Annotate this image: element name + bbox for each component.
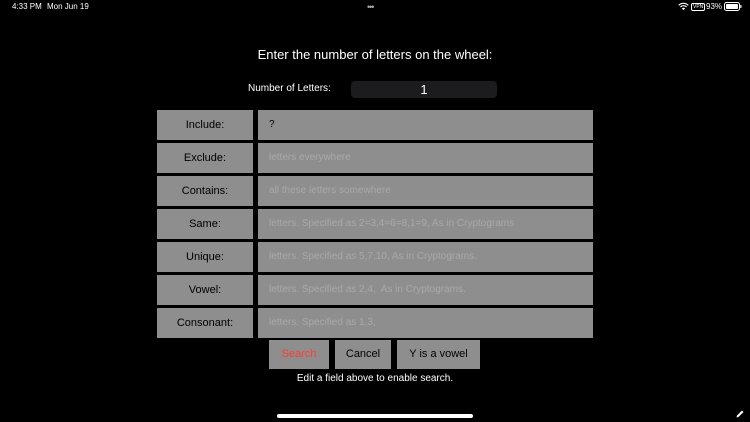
vowel-placeholder: letters. Specified as 2,4, As in Cryptograms. bbox=[269, 284, 466, 295]
exclude-input[interactable] bbox=[258, 143, 593, 173]
number-of-letters-label: Number of Letters: bbox=[248, 83, 331, 94]
exclude-label: Exclude: bbox=[157, 143, 253, 173]
unique-label: Unique: bbox=[157, 242, 253, 272]
contains-placeholder: all these letters somewhere bbox=[269, 185, 391, 196]
include-value: ? bbox=[269, 119, 275, 130]
search-button[interactable]: Search bbox=[269, 340, 329, 369]
exclude-placeholder: letters everywhere bbox=[269, 152, 351, 163]
status-bar bbox=[0, 0, 750, 14]
include-input[interactable] bbox=[258, 110, 593, 140]
field-row-include bbox=[157, 110, 593, 140]
consonant-label: Consonant: bbox=[157, 308, 253, 338]
unique-input[interactable] bbox=[258, 242, 593, 272]
field-row-exclude bbox=[157, 143, 593, 173]
status-time: 4:33 PM bbox=[12, 2, 42, 11]
same-label: Same: bbox=[157, 209, 253, 239]
pencil-icon[interactable] bbox=[735, 409, 745, 419]
unique-placeholder: letters. Specified as 5,7,10, As in Cryptograms. bbox=[269, 251, 477, 262]
cancel-button[interactable]: Cancel bbox=[335, 340, 391, 369]
vowel-label: Vowel: bbox=[157, 275, 253, 305]
wifi-icon bbox=[678, 2, 689, 11]
field-row-vowel bbox=[157, 275, 593, 305]
y-is-a-vowel-button[interactable]: Y is a vowel bbox=[397, 340, 480, 369]
contains-label: Contains: bbox=[157, 176, 253, 206]
vowel-input[interactable] bbox=[258, 275, 593, 305]
battery-icon bbox=[724, 2, 742, 11]
consonant-input[interactable] bbox=[258, 308, 593, 338]
battery-percentage: 93% bbox=[706, 2, 723, 11]
home-indicator[interactable] bbox=[277, 414, 473, 418]
vpn-badge: VPN bbox=[693, 4, 704, 10]
field-row-unique bbox=[157, 242, 593, 272]
number-of-letters-input[interactable]: 1 bbox=[351, 81, 497, 98]
field-row-consonant bbox=[157, 308, 593, 338]
field-row-same bbox=[157, 209, 593, 239]
consonant-placeholder: letters. Specified as 1,3, bbox=[269, 317, 376, 328]
page-title: Enter the number of letters on the wheel: bbox=[257, 47, 493, 62]
field-row-contains bbox=[157, 176, 593, 206]
include-label: Include: bbox=[157, 110, 253, 140]
status-date: Mon Jun 19 bbox=[47, 2, 89, 11]
contains-input[interactable] bbox=[258, 176, 593, 206]
multitask-dots-icon[interactable]: ••• bbox=[367, 2, 374, 12]
same-input[interactable] bbox=[258, 209, 593, 239]
hint-text: Edit a field above to enable search. bbox=[296, 373, 454, 384]
same-placeholder: letters. Specified as 2=3,4=6=8,1=9, As in Cryptograms bbox=[269, 218, 515, 229]
